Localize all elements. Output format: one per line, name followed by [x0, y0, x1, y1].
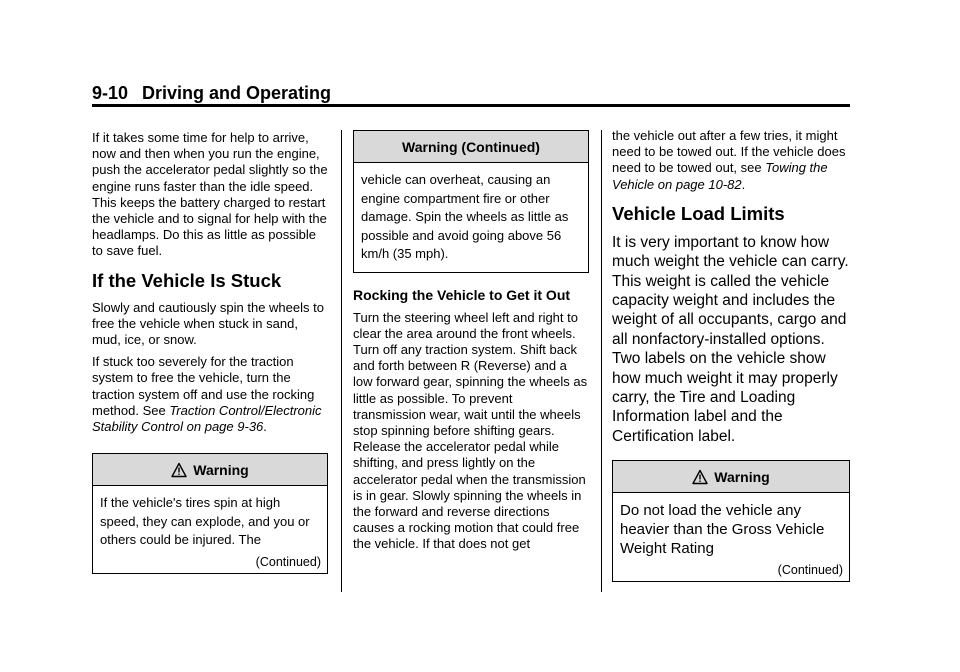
paragraph-end: . — [263, 419, 267, 435]
warning-body-continued: vehicle can overheat, causing an engine compartment fire or other damage. Spin the wheels as little as possible and avoid going above 56 km/h (35 mph). — [361, 172, 569, 261]
warning-icon — [692, 469, 708, 485]
paragraph-stuck-severely — [92, 354, 328, 435]
column-2 — [353, 130, 589, 559]
paragraph-help-arrive: If it takes some time for help to arrive, now and then when you run the engine, push the accelerator pedal slightly so the engine runs faster than the idle speed. This keeps the battery charged to restart the vehicle and to signal for help with the headlamps. Do this as little as possible to save fuel. — [92, 130, 328, 259]
paragraph-text: If stuck too severely for the traction system to free the vehicle, turn the traction system off and use the rocking method. See — [92, 354, 315, 418]
column-divider-2 — [601, 130, 602, 592]
warning-box-tires — [92, 453, 328, 574]
paragraph-end: . — [741, 176, 746, 192]
warning-header-continued — [354, 131, 588, 163]
cross-reference-towing[interactable]: Towing the Vehicle on page 10-82 — [612, 160, 828, 192]
page-header — [92, 83, 850, 107]
page-number: 9-10 — [92, 83, 129, 103]
continued-label: (Continued) — [255, 554, 321, 569]
warning-header — [93, 454, 327, 486]
paragraph-towed-out — [612, 128, 850, 193]
warning-header-load — [613, 461, 849, 493]
warning-title-continued: Warning (Continued) — [402, 138, 540, 155]
warning-icon — [171, 462, 187, 478]
warning-title-load: Warning — [714, 468, 770, 485]
warning-box-continued — [353, 130, 589, 273]
subheading-rocking: Rocking the Vehicle to Get it Out — [353, 286, 571, 303]
paragraph-text: the vehicle out after a few tries, it might need to be towed out. If the vehicle does need to be towed out, see — [612, 128, 846, 176]
warning-body-load: Do not load the vehicle any heavier than the Gross Vehicle Weight Rating — [620, 502, 825, 558]
header-text — [92, 83, 331, 103]
section-heading-stuck: If the Vehicle Is Stuck — [92, 269, 282, 291]
continued-label-load: (Continued) — [777, 563, 843, 578]
warning-title: Warning — [193, 461, 249, 478]
warning-box-load — [612, 460, 850, 582]
header-rule — [92, 104, 850, 107]
column-1 — [92, 130, 328, 574]
section-heading-load-limits: Vehicle Load Limits — [612, 202, 785, 224]
column-divider-1 — [341, 130, 342, 592]
paragraph-spin-wheels: Slowly and cautiously spin the wheels to free the vehicle when stuck in sand, mud, ice, or snow. — [92, 299, 324, 348]
chapter-title: Driving and Operating — [142, 83, 332, 103]
cross-reference-traction-control[interactable]: Traction Control/Electronic Stability Control on page 9-36 — [92, 402, 322, 435]
paragraph-load-limits: It is very important to know how much weight the vehicle can carry. This weight is called the vehicle capacity weight and includes the weight of all occupants, cargo and all nonfactory-installed options. Two labels on the vehicle show how much weight it may properly carry, the Tire and Loading Information label and the Certification label. — [612, 233, 849, 445]
paragraph-rocking: Turn the steering wheel left and right to clear the area around the front wheels. Turn off any traction system. Shift back and forth between R (Reverse) and a low forward gear, spinning the wheels as little as possible. To prevent transmission wear, wait until the wheels stop spinning before shifting gears. Release the accelerator pedal while shifting, and press lightly on the accelerator pedal when the transmission is in gear. Slowly spinning the wheels in the forward and reverse directions causes a rocking motion that could free the vehicle. If that does not get — [353, 309, 588, 552]
warning-body: If the vehicle's tires spin at high speed, they can explode, and you or others could be injured. The — [100, 495, 310, 548]
column-3 — [612, 128, 850, 582]
